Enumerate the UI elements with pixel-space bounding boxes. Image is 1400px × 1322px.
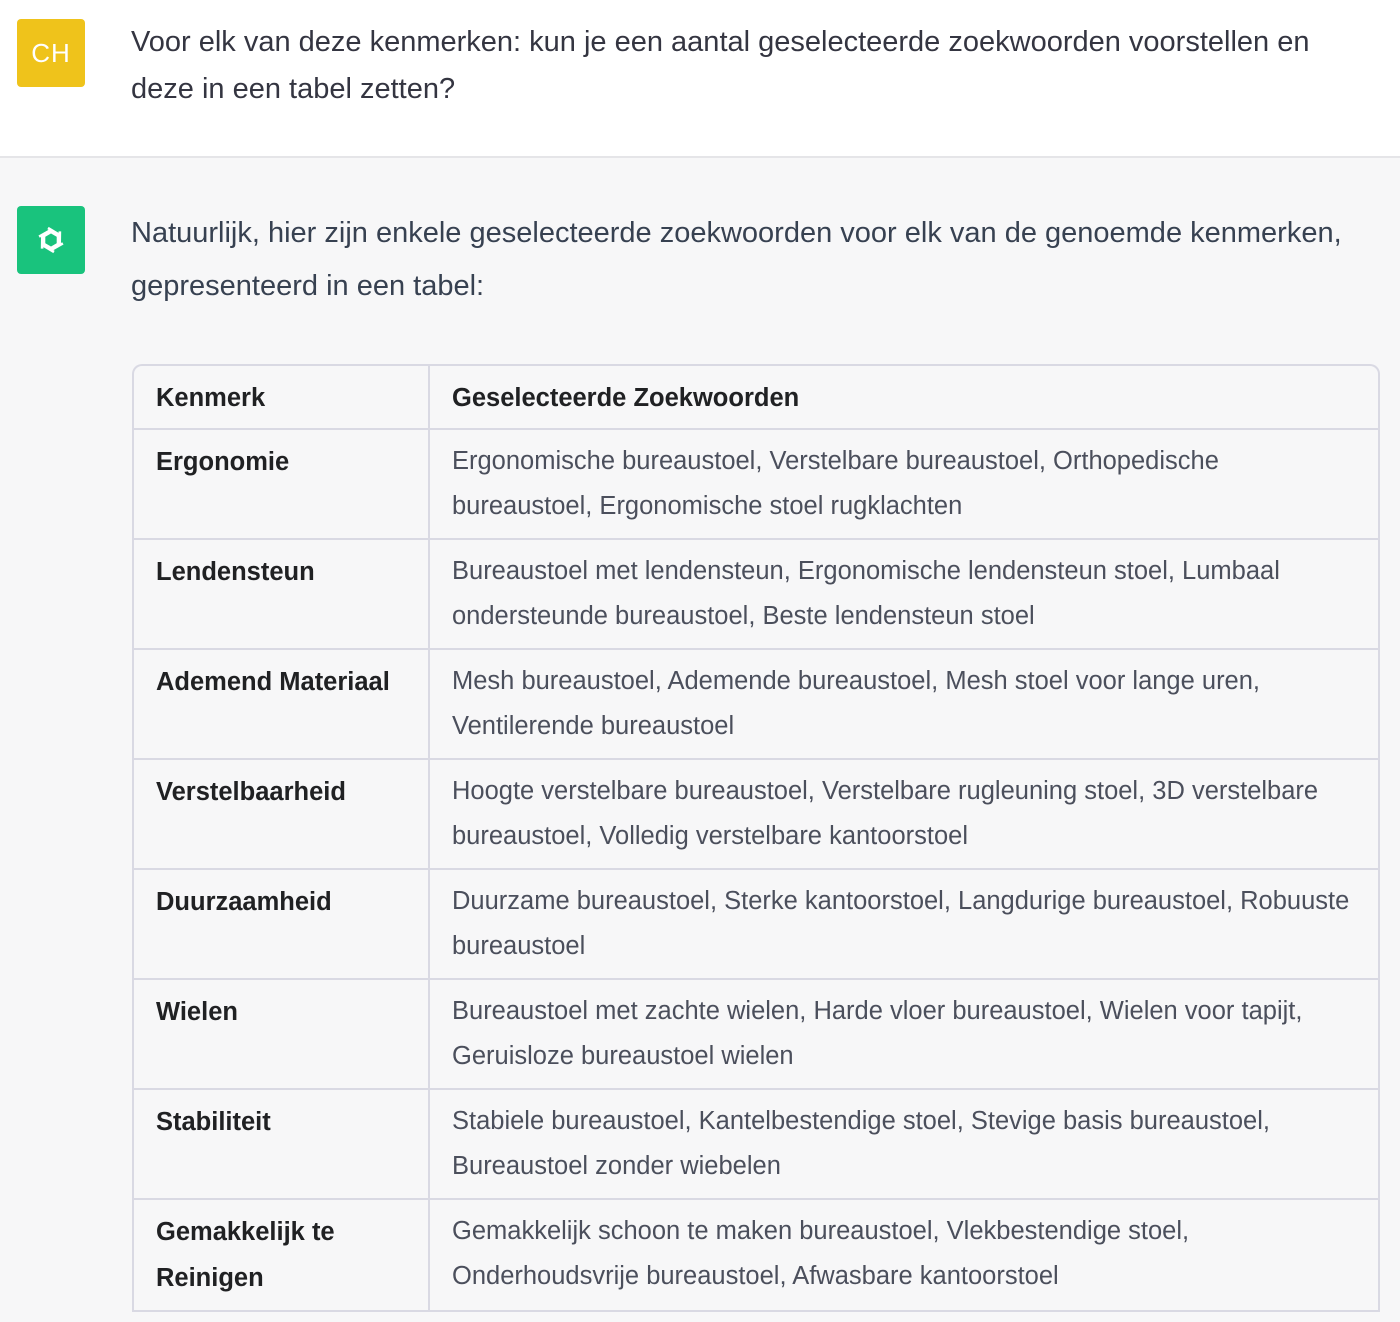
zoekwoorden-cell: Ergonomische bureaustoel, Verstelbare bureaustoel, Orthopedische bureaustoel, Ergonomische stoel rugklachten (429, 429, 1378, 539)
table-row (134, 429, 1378, 539)
table-row (134, 869, 1378, 979)
kenmerk-cell: Stabiliteit (134, 1089, 429, 1199)
table-row (134, 1199, 1378, 1311)
zoekwoorden-cell: Duurzame bureaustoel, Sterke kantoorstoel, Langdurige bureaustoel, Robuuste bureaustoel (429, 869, 1378, 979)
zoekwoorden-cell: Bureaustoel met lendensteun, Ergonomische lendensteun stoel, Lumbaal ondersteunde bureaustoel, Beste lendensteun stoel (429, 539, 1378, 649)
assistant-intro-text: Natuurlijk, hier zijn enkele geselecteerde zoekwoorden voor elk van de genoemde kenmerken, gepresenteerd in een tabel: (131, 217, 1342, 302)
kenmerk-cell: Gemakkelijk te Reinigen (134, 1199, 429, 1311)
assistant-avatar (17, 206, 85, 274)
kenmerk-cell: Duurzaamheid (134, 869, 429, 979)
table-header-row (134, 366, 1378, 429)
zoekwoorden-cell: Bureaustoel met zachte wielen, Harde vloer bureaustoel, Wielen voor tapijt, Geruisloze bureaustoel wielen (429, 979, 1378, 1089)
kenmerk-cell: Ademend Materiaal (134, 649, 429, 759)
table-row (134, 759, 1378, 869)
zoekwoorden-cell: Hoogte verstelbare bureaustoel, Verstelbare rugleuning stoel, 3D verstelbare bureaustoel, Volledig verstelbare kantoorstoel (429, 759, 1378, 869)
kenmerk-cell: Wielen (134, 979, 429, 1089)
user-message (0, 0, 1400, 158)
keyword-table (132, 364, 1380, 1312)
zoekwoorden-cell: Stabiele bureaustoel, Kantelbestendige stoel, Stevige basis bureaustoel, Bureaustoel zonder wiebelen (429, 1089, 1378, 1199)
table-row (134, 539, 1378, 649)
table-row (134, 649, 1378, 759)
kenmerk-cell: Lendensteun (134, 539, 429, 649)
user-avatar (17, 19, 85, 87)
zoekwoorden-cell: Gemakkelijk schoon te maken bureaustoel, Vlekbestendige stoel, Onderhoudsvrije bureaustoel, Afwasbare kantoorstoel (429, 1199, 1378, 1311)
user-message-text: Voor elk van deze kenmerken: kun je een aantal geselecteerde zoekwoorden voorstellen en deze in een tabel zetten? (131, 26, 1310, 105)
table-row (134, 1089, 1378, 1199)
kenmerk-cell: Ergonomie (134, 429, 429, 539)
zoekwoorden-cell: Mesh bureaustoel, Ademende bureaustoel, Mesh stoel voor lange uren, Ventilerende bureaustoel (429, 649, 1378, 759)
user-avatar-initials: CH (31, 37, 71, 68)
kenmerk-cell: Verstelbaarheid (134, 759, 429, 869)
table-row (134, 979, 1378, 1089)
openai-logo-icon (31, 220, 71, 260)
header-zoekwoorden: Geselecteerde Zoekwoorden (429, 366, 1378, 429)
header-kenmerk: Kenmerk (134, 366, 429, 429)
